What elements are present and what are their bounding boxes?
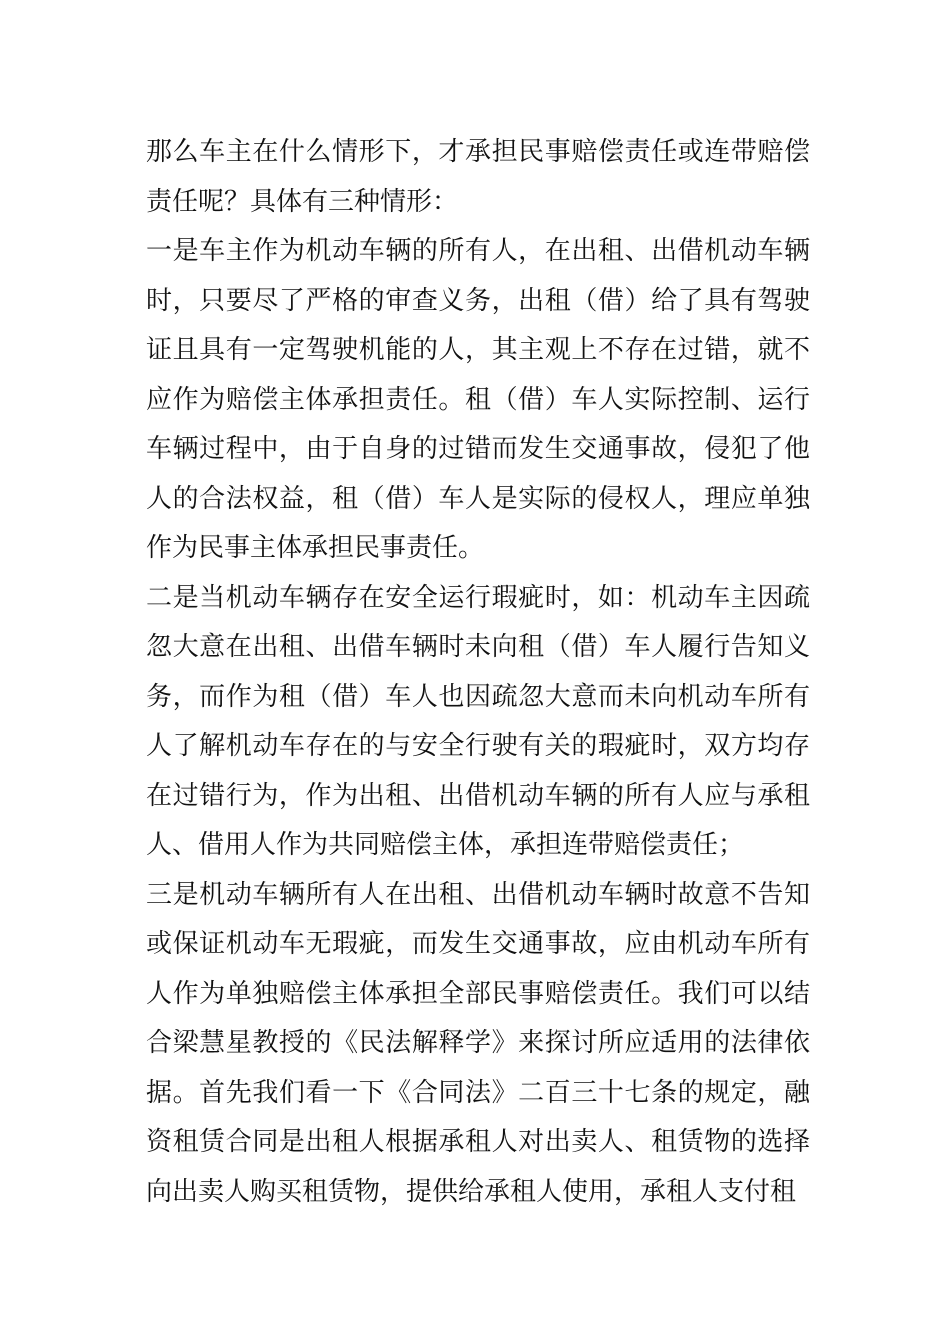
paragraph-case-two: 二是当机动车辆存在安全运行瑕疵时，如：机动车主因疏忽大意在出租、出借车辆时未向租（借）车人履行告知义务，而作为租（借）车人也因疏忽大意而未向机动车所有人了解机动车存在的与安全行驶有关的瑕疵时，双方均存在过错行为，作为出租、出借机动车辆的所有人应与承租人、借用人作为共同赔偿主体，承担连带赔偿责任； (146, 582, 810, 860)
document-body (146, 128, 810, 1217)
paragraph-intro: 那么车主在什么情形下，才承担民事赔偿责任或连带赔偿责任呢？具体有三种情形： (146, 137, 810, 217)
paragraph-case-one: 一是车主作为机动车辆的所有人，在出租、出借机动车辆时，只要尽了严格的审查义务，出租（借）给了具有驾驶证且具有一定驾驶机能的人，其主观上不存在过错，就不应作为赔偿主体承担责任。租（借）车人实际控制、运行车辆过程中，由于自身的过错而发生交通事故，侵犯了他人的合法权益，租（借）车人是实际的侵权人，理应单独作为民事主体承担民事责任。 (146, 236, 810, 563)
paragraph-case-three: 三是机动车辆所有人在出租、出借机动车辆时故意不告知或保证机动车无瑕疵，而发生交通事故，应由机动车所有人作为单独赔偿主体承担全部民事赔偿责任。我们可以结合梁慧星教授的《民法解释学》来探讨所应适用的法律依据。首先我们看一下《合同法》二百三十七条的规定，融资租赁合同是出租人根据承租人对出卖人、租赁物的选择向出卖人购买租赁物，提供给承租人使用，承租人支付租 (146, 879, 810, 1207)
